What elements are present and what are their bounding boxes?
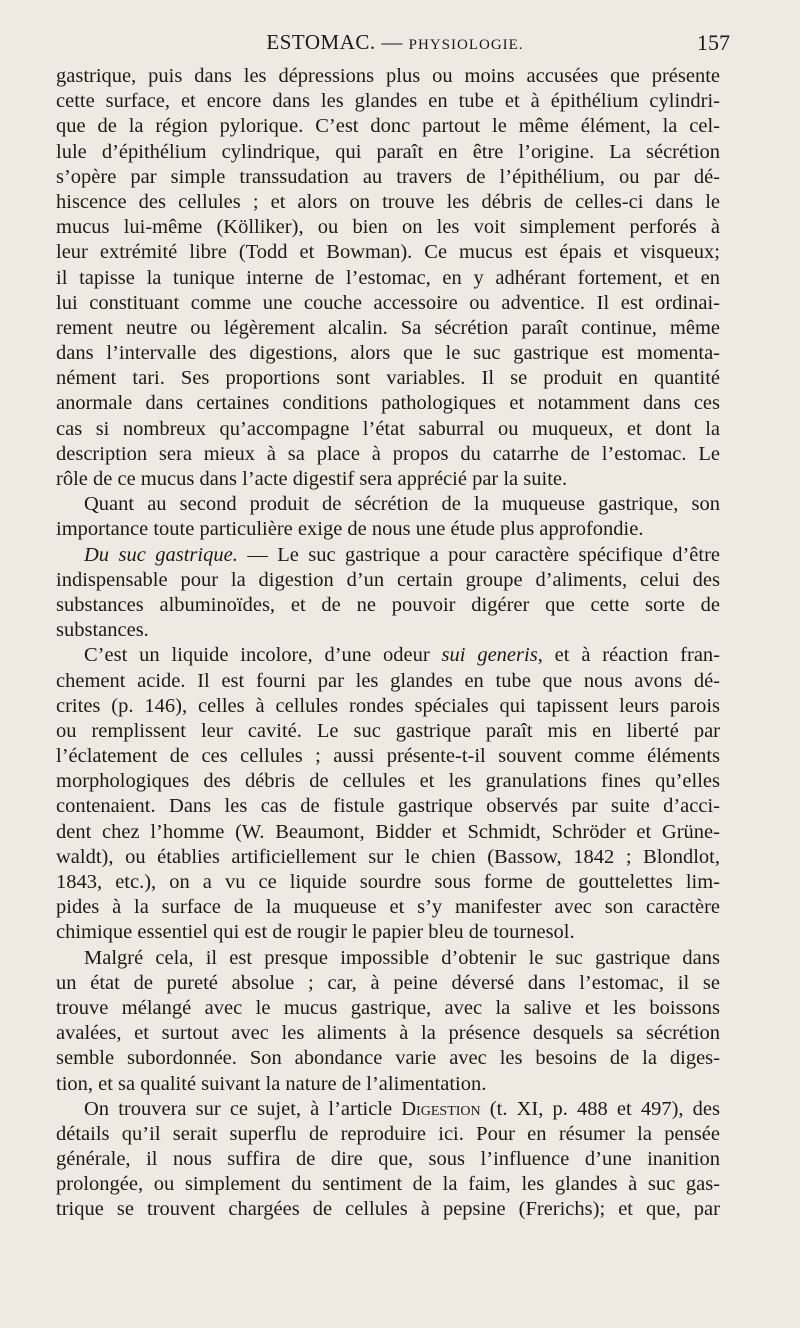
text-line: [56, 1147, 720, 1172]
text-segment: détails qu’il serait superflu de reproduire ici. Pour en résumer la pensée: [56, 1122, 720, 1145]
text-line: [56, 442, 720, 467]
text-segment: nément tari. Ses proportions sont variables. Il se produit en quantité: [56, 367, 720, 390]
text-segment: , et à réaction fran-: [537, 644, 720, 667]
text-segment: mucus lui-même (Kölliker), ou bien on les voit simplement perforés à: [56, 216, 720, 239]
text-segment: substances albuminoïdes, et de ne pouvoir digérer que cette sorte de: [56, 593, 720, 616]
text-segment: (t. XI, p. 488 et 497), des: [480, 1097, 721, 1120]
italic-segment: Du suc gastrique.: [84, 543, 238, 566]
text-segment: prolongée, ou simplement du sentiment de la faim, les glandes à suc gas-: [56, 1173, 720, 1196]
text-segment: trouve mélangé avec le mucus gastrique, avec la salive et les boissons: [56, 996, 720, 1019]
italic-segment: sui generis: [441, 644, 538, 667]
text-segment: avalées, et surtout avec les aliments à la présence desquels sa sécrétion: [56, 1022, 720, 1045]
running-title: [60, 30, 730, 55]
text-line: [56, 341, 720, 366]
text-segment: description sera mieux à sa place à propos du catarrhe de l’estomac. Le: [56, 442, 720, 465]
text-line: [56, 266, 720, 291]
running-header: [60, 30, 730, 56]
text-segment: l’éclatement de ces cellules ; aussi présente-t-il souvent comme éléments: [56, 745, 720, 768]
text-line: [56, 1046, 720, 1071]
text-line: [56, 190, 720, 215]
text-line: [56, 618, 720, 643]
text-segment: cas si nombreux qu’accompagne l’état saburral ou muqueux, et dont la: [56, 417, 720, 440]
text-segment: morphologiques des débris de cellules et les granulations fines qu’elles: [56, 770, 720, 793]
text-line: [56, 391, 720, 416]
text-line: [56, 769, 720, 794]
text-segment: pides à la surface de la muqueuse et s’y manifester avec son caractère: [56, 896, 720, 919]
text-segment: importance toute particulière exige de nous une étude plus approfondie.: [56, 518, 644, 541]
text-line: [56, 1197, 720, 1222]
text-segment: contenaient. Dans les cas de fistule gastrique observés par suite d’acci-: [56, 795, 720, 818]
text-line: [56, 1172, 720, 1197]
text-segment: chement acide. Il est fourni par les glandes en tube que nous avons dé-: [56, 669, 720, 692]
text-segment: cette surface, et encore dans les glandes en tube et à épithélium cylindri-: [56, 90, 720, 113]
text-segment: indispensable pour la digestion d’un certain groupe d’aliments, celui des: [56, 568, 720, 591]
text-line: [56, 165, 720, 190]
text-line: [56, 593, 720, 618]
text-segment: tion, et sa qualité suivant la nature de l’alimentation.: [56, 1072, 487, 1095]
text-line: [56, 996, 720, 1021]
text-segment: gastrique, puis dans les dépressions plus ou moins accusées que présente: [56, 65, 720, 87]
text-segment: ou remplissent leur cavité. Le suc gastrique paraît mis en liberté par: [56, 719, 720, 742]
text-segment: anormale dans certaines conditions pathologiques et notamment dans ces: [56, 392, 720, 415]
text-line: [56, 366, 720, 391]
text-line: [56, 316, 720, 341]
text-line: [56, 1021, 720, 1046]
text-line: [56, 1072, 720, 1097]
text-line: [56, 240, 720, 265]
page-number: 157: [697, 30, 730, 55]
text-line: [56, 215, 720, 240]
text-segment: un état de pureté absolue ; car, à peine déversé dans l’estomac, il se: [56, 971, 720, 994]
text-line: [56, 971, 720, 996]
text-segment: générale, il nous suffira de dire que, sous l’influence d’une inanition: [56, 1148, 720, 1171]
text-segment: s’opère par simple transsudation au travers de l’épithélium, ou par dé-: [56, 165, 720, 188]
text-segment: waldt), ou établies artificiellement sur le chien (Bassow, 1842 ; Blondlot,: [56, 845, 720, 868]
text-line: [56, 920, 720, 945]
body-text: [56, 64, 720, 1223]
text-line: [56, 744, 720, 769]
text-segment: lui constituant comme une couche accessoire ou adventice. Il est ordinai-: [56, 291, 720, 314]
text-segment: il tapisse la tunique interne de l’estomac, en y adhérant fortement, et en: [56, 266, 720, 289]
text-line: [56, 870, 720, 895]
text-line: [56, 845, 720, 870]
text-segment: C’est un liquide incolore, d’une odeur: [84, 644, 430, 667]
text-segment: rement neutre ou légèrement alcalin. Sa sécrétion paraît continue, même: [56, 316, 720, 339]
text-line: [56, 492, 720, 517]
text-segment: crites (p. 146), celles à cellules rondes spéciales qui tapissent leurs parois: [56, 694, 720, 717]
text-line: [56, 1122, 720, 1147]
text-line: [56, 517, 720, 542]
text-line: [56, 114, 720, 139]
smallcaps-segment: Digestion: [401, 1097, 481, 1120]
text-line: [56, 89, 720, 114]
text-segment: dans l’intervalle des digestions, alors que le suc gastrique est momenta-: [56, 342, 720, 365]
text-line: [56, 543, 720, 568]
text-segment: Malgré cela, il est presque impossible d’obtenir le suc gastrique dans: [84, 946, 720, 969]
text-segment: que de la région pylorique. C’est donc partout le même élément, la cel-: [56, 115, 720, 138]
text-line: [56, 669, 720, 694]
text-line: [56, 1097, 720, 1122]
text-segment: dent chez l’homme (W. Beaumont, Bidder et Schmidt, Schröder et Grüne-: [56, 820, 720, 843]
text-segment: semble subordonnée. Son abondance varie avec les besoins de la diges-: [56, 1047, 720, 1070]
header-subtitle: PHYSIOLOGIE.: [408, 37, 524, 53]
text-segment: rôle de ce mucus dans l’acte digestif sera apprécié par la suite.: [56, 468, 568, 490]
text-segment: Quant au second produit de sécrétion de la muqueuse gastrique, son: [84, 493, 720, 516]
text-line: [56, 895, 720, 920]
text-line: [56, 64, 720, 89]
text-line: [56, 719, 720, 744]
text-segment: On trouvera sur ce sujet, à l’article: [84, 1097, 393, 1120]
text-line: [56, 694, 720, 719]
header-title: ESTOMAC.: [266, 30, 376, 54]
text-line: [56, 568, 720, 593]
text-segment: chimique essentiel qui est de rougir le papier bleu de tournesol.: [56, 921, 575, 944]
text-line: [56, 820, 720, 845]
text-segment: hiscence des cellules ; et alors on trouve les débris de celles-ci dans le: [56, 190, 720, 213]
text-line: [56, 417, 720, 442]
text-segment: 1843, etc.), on a vu ce liquide sourdre sous forme de gouttelettes lim-: [56, 871, 720, 893]
text-line: [56, 140, 720, 165]
text-segment: substances.: [56, 619, 149, 642]
text-segment: trique se trouvent chargées de cellules à pepsine (Frerichs); et que, par: [56, 1198, 720, 1221]
text-line: [56, 794, 720, 819]
text-segment: — Le suc gastrique a pour caractère spécifique d’être: [247, 543, 721, 566]
header-dash: —: [375, 30, 409, 54]
text-line: [56, 643, 720, 668]
text-segment: lule d’épithélium cylindrique, qui paraît en être l’origine. La sécrétion: [56, 140, 720, 163]
text-line: [56, 946, 720, 971]
text-segment: leur extrémité libre (Todd et Bowman). Ce mucus est épais et visqueux;: [56, 241, 720, 264]
text-line: [56, 291, 720, 316]
text-line: [56, 467, 720, 492]
